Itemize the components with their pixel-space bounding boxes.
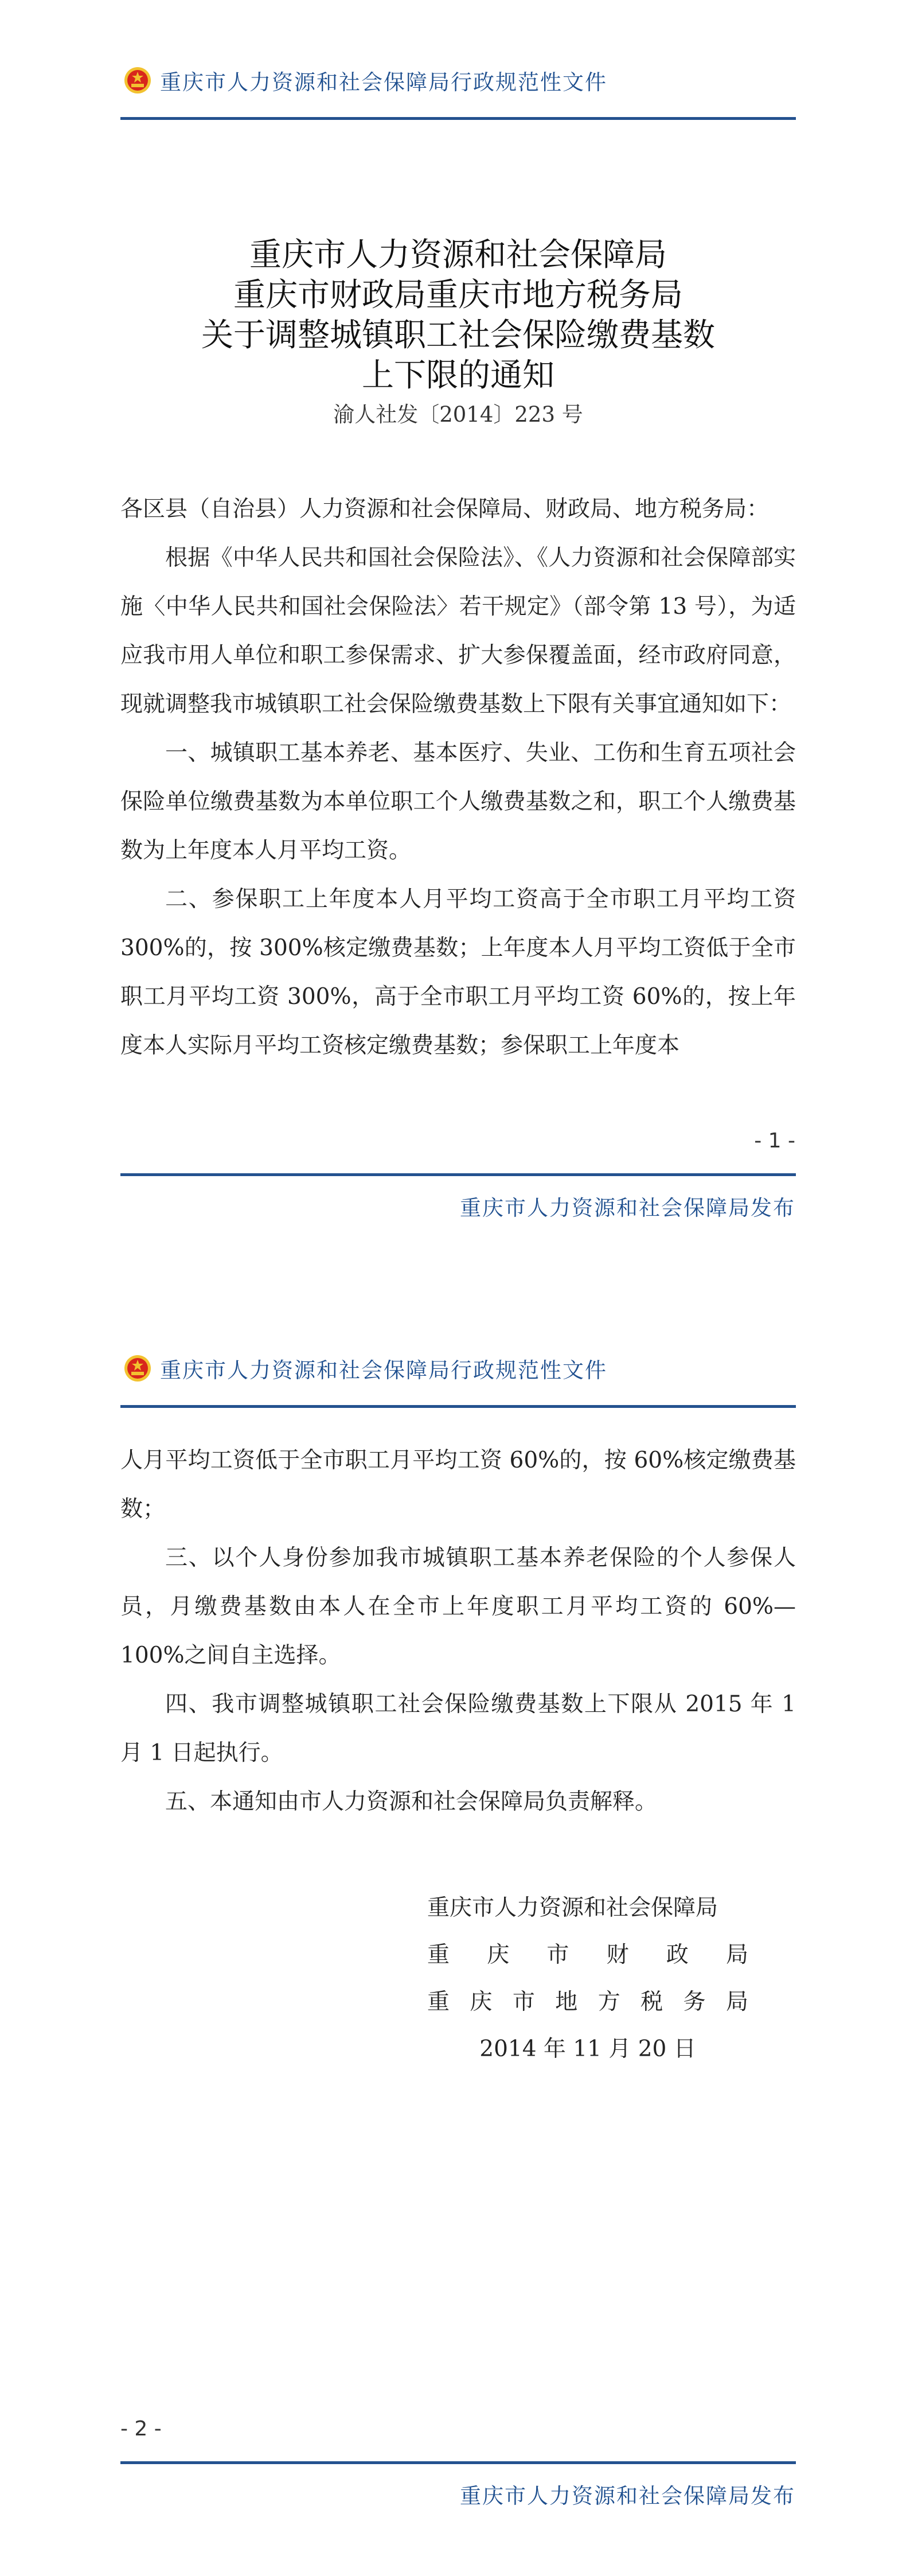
sig-char: 地	[555, 1989, 578, 2015]
item-4: 四、我市调整城镇职工社会保险缴费基数上下限从 2015 年 1 月 1 日起执行。	[120, 1691, 796, 1766]
sig-char: 税	[640, 1989, 663, 2015]
signature-org-1-text: 重庆市人力资源和社会保障局	[427, 1895, 718, 1921]
sig-char: 政	[666, 1942, 689, 1968]
sig-char: 市	[512, 1989, 535, 2015]
sig-char: 财	[606, 1942, 629, 1968]
sig-char: 重	[427, 1989, 450, 2015]
signature-org-3	[427, 1979, 748, 2026]
item-3: 三、以个人身份参加我市城镇职工基本养老保险的个人参保人员，月缴费基数由本人在全市上年度职工月平均工资的 60%—100%之间自主选择。	[120, 1545, 796, 1668]
header-title: 重庆市人力资源和社会保障局行政规范性文件	[160, 1358, 607, 1383]
header-title: 重庆市人力资源和社会保障局行政规范性文件	[160, 70, 607, 95]
page-header	[123, 64, 607, 96]
item-5: 五、本通知由市人力资源和社会保障局负责解释。	[165, 1789, 658, 1815]
header-divider	[120, 117, 796, 120]
national-emblem-icon	[123, 1354, 152, 1383]
signature-date: 2014 年 11 月 20 日	[479, 2036, 696, 2062]
page-number: - 2 -	[120, 2417, 162, 2441]
signature-org-2	[427, 1932, 748, 1979]
signature-org-1	[427, 1885, 748, 1932]
intro-paragraph: 根据《中华人民共和国社会保险法》、《人力资源和社会保障部实施〈中华人民共和国社会保险法〉若干规定》（部令第 13 号），为适应我市用人单位和职工参保需求、扩大参保覆盖面，经市政府同意，现就调整我市城镇职工社会保险缴费基数上下限有关事宜通知如下：	[120, 545, 796, 717]
document-number: 渝人社发〔2014〕223 号	[333, 402, 583, 427]
item-2-part-2: 人月平均工资低于全市职工月平均工资 60%的，按 60%核定缴费基数；	[120, 1447, 796, 1522]
national-emblem-icon	[123, 66, 152, 95]
sig-char: 庆	[470, 1989, 493, 2015]
sig-char: 市	[546, 1942, 569, 1968]
sig-char: 方	[597, 1989, 620, 2015]
title-line-3: 关于调整城镇职工社会保险缴费基数	[201, 317, 715, 354]
title-line-2: 重庆市财政局重庆市地方税务局	[233, 277, 683, 314]
sig-char: 重	[427, 1942, 450, 1968]
page-number: - 1 -	[754, 1129, 795, 1153]
header-divider	[120, 1405, 796, 1408]
document-body-page-2	[120, 1436, 796, 1826]
item-1: 一、城镇职工基本养老、基本医疗、失业、工伤和生育五项社会保险单位缴费基数为本单位职工个人缴费基数之和，职工个人缴费基数为上年度本人月平均工资。	[120, 740, 796, 863]
footer-publisher: 重庆市人力资源和社会保障局发布	[460, 1196, 795, 1220]
item-2-part-1: 二、参保职工上年度本人月平均工资高于全市职工月平均工资 300%的，按 300%核定缴费基数；上年度本人月平均工资低于全市职工月平均工资 300%，高于全市职工月平均工资 60%的，按上年度本人实际月平均工资核定缴费基数；参保职工上年度本	[120, 886, 796, 1059]
sig-char: 局	[725, 1989, 748, 2015]
title-line-1: 重庆市人力资源和社会保障局	[249, 236, 667, 274]
document-title	[120, 235, 796, 431]
title-line-4: 上下限的通知	[362, 357, 554, 394]
sig-char: 务	[683, 1989, 706, 2015]
signature-block	[427, 1885, 748, 2073]
footer-divider	[120, 1173, 796, 1176]
page-header	[123, 1352, 607, 1384]
document-page-2	[0, 1288, 910, 2576]
addressee: 各区县（自治县）人力资源和社会保障局、财政局、地方税务局：	[120, 496, 770, 522]
footer-divider	[120, 2461, 796, 2464]
footer-publisher: 重庆市人力资源和社会保障局发布	[460, 2484, 795, 2508]
document-body-page-1	[120, 485, 796, 1070]
sig-char: 局	[725, 1942, 748, 1968]
sig-char: 庆	[487, 1942, 510, 1968]
